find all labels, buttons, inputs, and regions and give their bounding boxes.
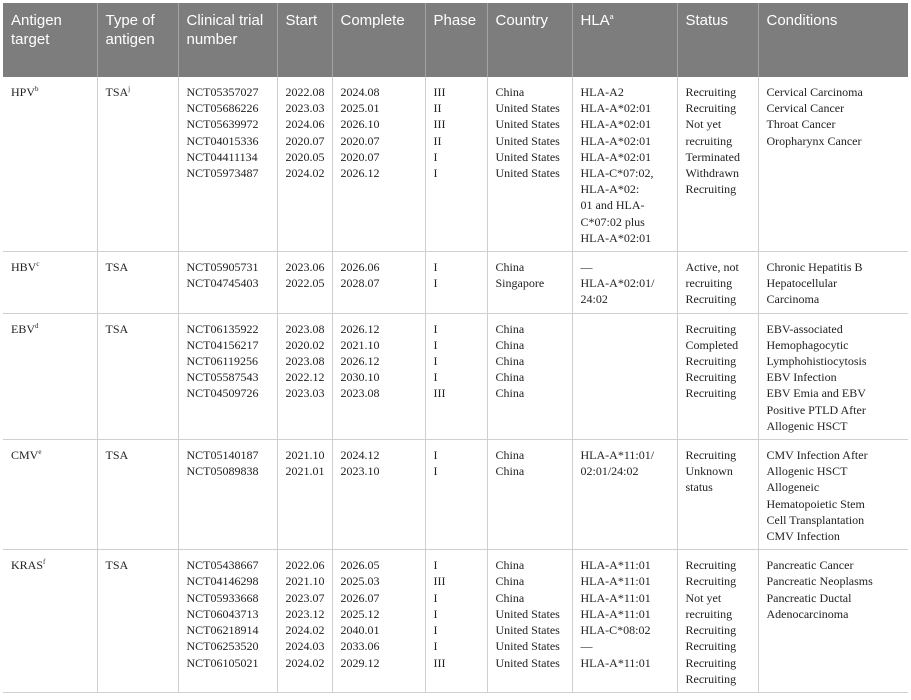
hla: 24:02 xyxy=(580,292,608,307)
phase: I xyxy=(433,337,438,352)
trial-number: NCT04411134 xyxy=(186,149,258,164)
hla-header-label: HLA xyxy=(580,12,610,29)
cell-condition xyxy=(758,550,908,693)
condition: Hematopoietic Stem xyxy=(766,496,865,511)
complete-date: 2025.01 xyxy=(340,101,380,116)
cell-type-of-antigen xyxy=(97,550,178,693)
cell-type-of-antigen xyxy=(97,77,178,252)
start-date: 2023.08 xyxy=(285,354,325,369)
table-row xyxy=(3,77,908,252)
cell-status xyxy=(677,440,758,550)
col-header-type-of-antigen: Type of antigen xyxy=(97,3,178,77)
complete-date: 2026.07 xyxy=(340,590,380,605)
cell-phase xyxy=(425,313,487,439)
cell-start-date xyxy=(277,550,332,693)
status: Recruiting xyxy=(685,292,737,307)
trial-number: NCT05587543 xyxy=(186,370,259,385)
hla: HLA-A*02:01/ xyxy=(580,276,655,291)
country: United States xyxy=(495,149,560,164)
start-date: 2023.03 xyxy=(285,101,325,116)
hla: HLA-A2 xyxy=(580,85,624,99)
col-header-status: Status xyxy=(677,3,758,77)
phase: III xyxy=(433,574,446,589)
col-header-country: Country xyxy=(487,3,572,77)
status: Recruiting xyxy=(685,558,737,573)
start-date: 2021.10 xyxy=(285,574,325,589)
complete-date: 2033.06 xyxy=(340,639,380,654)
condition: Adenocarcinoma xyxy=(766,606,849,621)
cell-type-of-antigen xyxy=(97,313,178,439)
complete-date: 2040.01 xyxy=(340,623,380,638)
hla: HLA-A*11:01 xyxy=(580,606,651,621)
start-date: 2024.02 xyxy=(285,655,325,670)
condition: CMV Infection After xyxy=(766,448,868,463)
col-header-conditions: Conditions xyxy=(758,3,908,77)
antigen-type: TSA xyxy=(105,321,129,336)
complete-date: 2026.12 xyxy=(340,166,380,181)
status: Recruiting xyxy=(685,370,737,385)
status: Active, not xyxy=(685,260,739,275)
table-row xyxy=(3,313,908,439)
hla: HLA-A*02:01 xyxy=(580,117,652,132)
status: status xyxy=(685,480,713,495)
cell-hla xyxy=(572,313,677,439)
antigen-type: TSA xyxy=(105,85,129,99)
complete-date: 2023.10 xyxy=(340,464,380,479)
phase: I xyxy=(433,166,438,181)
cell-complete-date xyxy=(332,550,425,693)
complete-date: 2026.05 xyxy=(340,558,380,573)
status: recruiting xyxy=(685,133,733,148)
status: Unknown xyxy=(685,464,733,479)
condition: CMV Infection xyxy=(766,529,840,544)
cell-complete-date xyxy=(332,77,425,252)
condition: Pancreatic Ductal xyxy=(766,590,852,605)
phase: III xyxy=(433,117,446,132)
start-date: 2022.12 xyxy=(285,370,325,385)
phase: II xyxy=(433,101,442,116)
start-date: 2023.12 xyxy=(285,606,325,621)
trial-number: NCT06135922 xyxy=(186,321,259,336)
col-header-clinical-trial-number: Clinical trial number xyxy=(178,3,277,77)
antigen-type: TSA xyxy=(105,558,129,573)
cell-trial-number xyxy=(178,77,277,252)
country: United States xyxy=(495,166,560,181)
country: United States xyxy=(495,117,560,132)
condition: Throat Cancer xyxy=(766,117,836,132)
header-row xyxy=(3,3,908,77)
antigen-target: HPV xyxy=(11,85,36,99)
col-header-phase: Phase xyxy=(425,3,487,77)
status: Terminated xyxy=(685,149,740,164)
country: China xyxy=(495,260,525,275)
phase: I xyxy=(433,276,438,291)
phase: III xyxy=(433,655,446,670)
antigen-target: KRAS xyxy=(11,558,44,573)
cell-trial-number xyxy=(178,252,277,314)
cell-phase xyxy=(425,252,487,314)
complete-date: 2026.12 xyxy=(340,321,380,336)
country: China xyxy=(495,558,525,573)
cell-country xyxy=(487,77,572,252)
hla: HLA-A*02: xyxy=(580,182,640,197)
condition: Allogenic HSCT xyxy=(766,418,848,433)
col-header-start: Start xyxy=(277,3,332,77)
cell-hla xyxy=(572,252,677,314)
complete-date: 2021.10 xyxy=(340,337,380,352)
status: Recruiting xyxy=(685,85,737,99)
status: Recruiting xyxy=(685,671,737,686)
cell-hla xyxy=(572,77,677,252)
cell-phase xyxy=(425,440,487,550)
status: recruiting xyxy=(685,276,733,291)
condition: Cell Transplantation xyxy=(766,512,865,527)
status: Recruiting xyxy=(685,101,737,116)
cell-condition xyxy=(758,252,908,314)
country: China xyxy=(495,386,525,401)
cell-trial-number xyxy=(178,550,277,693)
status: Recruiting xyxy=(685,321,737,336)
trial-number: NCT05905731 xyxy=(186,260,259,275)
condition: Pancreatic Neoplasms xyxy=(766,574,873,589)
status: Recruiting xyxy=(685,639,737,654)
country: United States xyxy=(495,606,560,621)
start-date: 2024.06 xyxy=(285,117,325,132)
cell-complete-date xyxy=(332,313,425,439)
trial-number: NCT05686226 xyxy=(186,101,259,116)
col-header-hla xyxy=(572,3,677,77)
phase: I xyxy=(433,370,438,385)
cell-condition xyxy=(758,77,908,252)
trial-number: NCT05973487 xyxy=(186,166,259,181)
condition: Hepatocellular xyxy=(766,276,838,291)
cell-antigen-target xyxy=(3,252,97,314)
country: China xyxy=(495,354,525,369)
condition: Lymphohistiocytosis xyxy=(766,354,867,369)
country: China xyxy=(495,574,525,589)
trial-number: NCT04015336 xyxy=(186,133,259,148)
start-date: 2023.06 xyxy=(285,260,325,275)
trial-number: NCT05140187 xyxy=(186,448,259,463)
cell-condition xyxy=(758,313,908,439)
country: Singapore xyxy=(495,276,545,291)
condition: EBV-associated xyxy=(766,321,843,336)
cell-start-date xyxy=(277,252,332,314)
status: Recruiting xyxy=(685,623,737,638)
condition: EBV Emia and EBV xyxy=(766,386,866,401)
table-body xyxy=(3,77,908,692)
trial-number: NCT06218914 xyxy=(186,623,259,638)
complete-date: 2024.12 xyxy=(340,448,380,463)
cell-phase xyxy=(425,77,487,252)
cell-hla xyxy=(572,550,677,693)
col-header-complete: Complete xyxy=(332,3,425,77)
start-date: 2022.08 xyxy=(285,85,325,99)
table-row xyxy=(3,550,908,693)
country: United States xyxy=(495,639,560,654)
country: United States xyxy=(495,101,560,116)
hla: 01 and HLA- xyxy=(580,198,645,213)
country: China xyxy=(495,464,525,479)
complete-date: 2023.08 xyxy=(340,386,380,401)
antigen-target: CMV xyxy=(11,448,39,463)
cell-trial-number xyxy=(178,440,277,550)
complete-date: 2029.12 xyxy=(340,655,380,670)
start-date: 2022.06 xyxy=(285,558,325,573)
cell-start-date xyxy=(277,313,332,439)
country: China xyxy=(495,85,525,99)
complete-date: 2030.10 xyxy=(340,370,380,385)
start-date: 2023.08 xyxy=(285,321,325,336)
antigen-target-footnote: b xyxy=(35,85,39,93)
complete-date: 2020.07 xyxy=(340,149,380,164)
hla: HLA-A*11:01 xyxy=(580,655,651,670)
complete-date: 2026.10 xyxy=(340,117,380,132)
country: China xyxy=(495,337,525,352)
antigen-type-footnote: j xyxy=(128,85,131,93)
col-header-antigen-target: Antigen target xyxy=(3,3,97,77)
status: Not yet xyxy=(685,590,722,605)
hla: HLA-A*02:01 xyxy=(580,133,652,148)
cell-condition xyxy=(758,440,908,550)
country: China xyxy=(495,448,525,463)
condition: Hemophagocytic xyxy=(766,337,849,352)
hla: C*07:02 plus xyxy=(580,214,645,229)
cell-country xyxy=(487,252,572,314)
hla: HLA-C*07:02, xyxy=(580,166,654,181)
phase: I xyxy=(433,606,438,621)
phase: I xyxy=(433,623,438,638)
start-date: 2020.07 xyxy=(285,133,325,148)
country: United States xyxy=(495,623,560,638)
condition: Oropharynx Cancer xyxy=(766,133,862,148)
cell-start-date xyxy=(277,77,332,252)
phase: II xyxy=(433,133,442,148)
cell-country xyxy=(487,313,572,439)
trial-number: NCT05933668 xyxy=(186,590,259,605)
clinical-trials-table xyxy=(3,3,908,693)
status: Recruiting xyxy=(685,182,737,197)
hla: HLA-A*11:01 xyxy=(580,590,651,605)
cell-antigen-target xyxy=(3,440,97,550)
status: Recruiting xyxy=(685,386,737,401)
cell-trial-number xyxy=(178,313,277,439)
start-date: 2020.05 xyxy=(285,149,325,164)
start-date: 2024.02 xyxy=(285,623,325,638)
cell-antigen-target xyxy=(3,550,97,693)
trial-number: NCT04156217 xyxy=(186,337,259,352)
complete-date: 2024.08 xyxy=(340,85,380,99)
complete-date: 2028.07 xyxy=(340,276,380,291)
trial-number: NCT04509726 xyxy=(186,386,259,401)
hla: HLA-A*02:01 xyxy=(580,101,652,116)
hla: HLA-A*02:01 xyxy=(580,149,652,164)
antigen-type: TSA xyxy=(105,260,129,275)
complete-date: 2026.12 xyxy=(340,354,380,369)
cell-country xyxy=(487,550,572,693)
cell-hla xyxy=(572,440,677,550)
antigen-target-footnote: c xyxy=(36,260,40,269)
cell-phase xyxy=(425,550,487,693)
hla: — xyxy=(580,639,593,654)
country: United States xyxy=(495,133,560,148)
cell-antigen-target xyxy=(3,77,97,252)
cell-complete-date xyxy=(332,440,425,550)
status: Recruiting xyxy=(685,574,737,589)
antigen-target-footnote: d xyxy=(35,321,39,330)
condition: Pancreatic Cancer xyxy=(766,558,854,573)
trial-number: NCT05089838 xyxy=(186,464,259,479)
start-date: 2022.05 xyxy=(285,276,325,291)
condition: Chronic Hepatitis B xyxy=(766,260,863,275)
hla: HLA-A*02:01 xyxy=(580,230,652,245)
start-date: 2021.10 xyxy=(285,448,325,463)
trial-number: NCT06253520 xyxy=(186,639,259,654)
phase: I xyxy=(433,260,438,275)
cell-complete-date xyxy=(332,252,425,314)
antigen-target-footnote: f xyxy=(43,558,46,567)
phase: I xyxy=(433,149,438,164)
start-date: 2020.02 xyxy=(285,337,325,352)
condition: Carcinoma xyxy=(766,292,820,307)
phase: I xyxy=(433,590,438,605)
hla-header-footnote: a xyxy=(609,14,614,21)
cell-type-of-antigen xyxy=(97,440,178,550)
complete-date: 2025.12 xyxy=(340,606,380,621)
trial-number: NCT05357027 xyxy=(186,85,259,99)
hla: 02:01/24:02 xyxy=(580,464,639,479)
country: China xyxy=(495,370,525,385)
antigen-target-footnote: e xyxy=(38,448,42,457)
start-date: 2024.02 xyxy=(285,166,325,181)
table-row xyxy=(3,440,908,550)
status: Not yet xyxy=(685,117,722,132)
country: China xyxy=(495,590,525,605)
cell-status xyxy=(677,550,758,693)
start-date: 2021.01 xyxy=(285,464,325,479)
cell-start-date xyxy=(277,440,332,550)
antigen-target: HBV xyxy=(11,260,37,275)
phase: I xyxy=(433,321,438,336)
status: Withdrawn xyxy=(685,166,740,181)
cell-status xyxy=(677,252,758,314)
condition: Cervical Cancer xyxy=(766,101,845,116)
complete-date: 2020.07 xyxy=(340,133,380,148)
table-row xyxy=(3,252,908,314)
condition: Allogeneic xyxy=(766,480,820,495)
condition: Positive PTLD After xyxy=(766,402,866,417)
complete-date: 2026.06 xyxy=(340,260,380,275)
trial-number: NCT06105021 xyxy=(186,655,259,670)
status: Completed xyxy=(685,337,739,352)
cell-status xyxy=(677,77,758,252)
hla: HLA-A*11:01 xyxy=(580,558,651,573)
hla: — xyxy=(580,260,593,275)
trial-number: NCT06119256 xyxy=(186,354,259,369)
phase: I xyxy=(433,639,438,654)
start-date: 2024.03 xyxy=(285,639,325,654)
table-header xyxy=(3,3,908,77)
hla: HLA-C*08:02 xyxy=(580,623,651,638)
start-date: 2023.07 xyxy=(285,590,325,605)
cell-type-of-antigen xyxy=(97,252,178,314)
trial-number: NCT05438667 xyxy=(186,558,259,573)
status: Recruiting xyxy=(685,354,737,369)
trial-number: NCT05639972 xyxy=(186,117,259,132)
phase: III xyxy=(433,85,446,99)
phase: III xyxy=(433,386,446,401)
cell-country xyxy=(487,440,572,550)
complete-date: 2025.03 xyxy=(340,574,380,589)
phase: I xyxy=(433,354,438,369)
hla: HLA-A*11:01 xyxy=(580,574,651,589)
phase: I xyxy=(433,448,438,463)
phase: I xyxy=(433,558,438,573)
cell-antigen-target xyxy=(3,313,97,439)
status: Recruiting xyxy=(685,655,737,670)
condition: Allogenic HSCT xyxy=(766,464,848,479)
cell-status xyxy=(677,313,758,439)
antigen-target: EBV xyxy=(11,321,35,336)
status: Recruiting xyxy=(685,448,737,463)
status: recruiting xyxy=(685,606,733,621)
condition: Cervical Carcinoma xyxy=(766,85,863,99)
trial-number: NCT04146298 xyxy=(186,574,259,589)
country: United States xyxy=(495,655,560,670)
hla: HLA-A*11:01/ xyxy=(580,448,655,463)
condition: EBV Infection xyxy=(766,370,837,385)
country: China xyxy=(495,321,525,336)
start-date: 2023.03 xyxy=(285,386,325,401)
antigen-type: TSA xyxy=(105,448,129,463)
trial-number: NCT06043713 xyxy=(186,606,259,621)
trial-number: NCT04745403 xyxy=(186,276,259,291)
phase: I xyxy=(433,464,438,479)
